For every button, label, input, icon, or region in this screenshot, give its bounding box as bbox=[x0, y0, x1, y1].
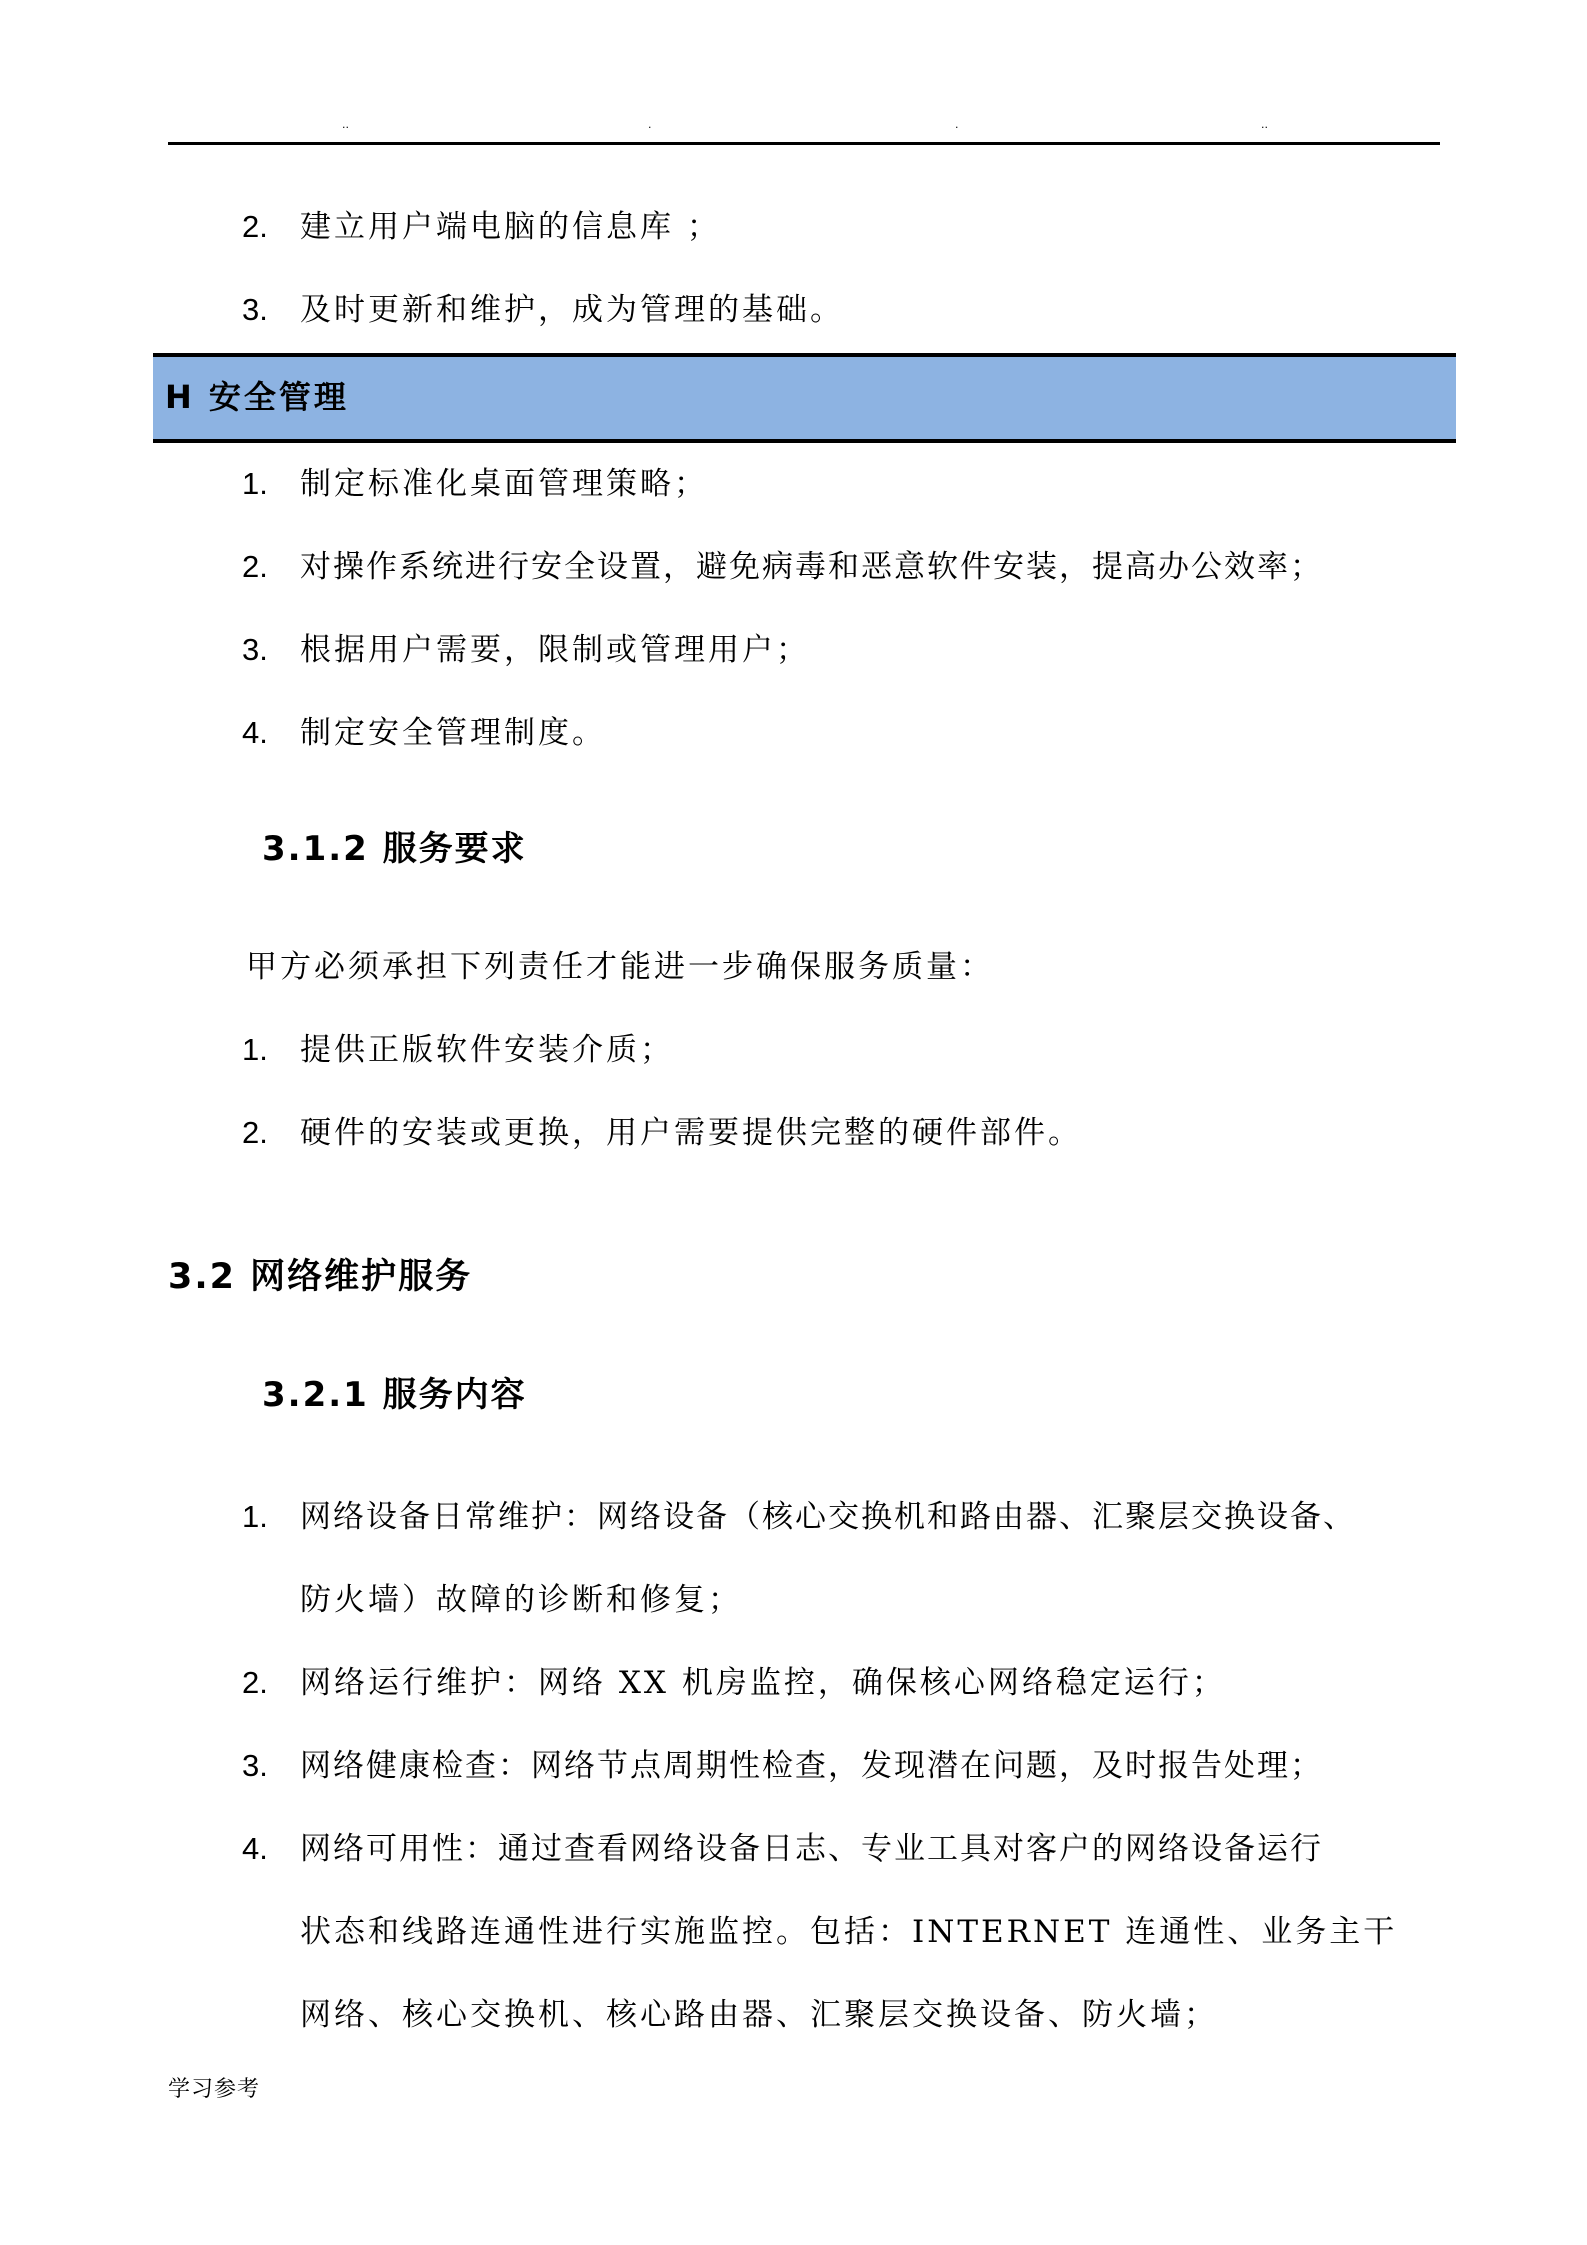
list-text: 网络设备日常维护：网络设备（核心交换机和路由器、汇聚层交换设备、 bbox=[300, 1499, 1356, 1535]
section-band bbox=[153, 353, 1456, 443]
list-item bbox=[242, 630, 810, 670]
list-item-continuation: 网络、核心交换机、核心路由器、汇聚层交换设备、防火墙； bbox=[300, 1997, 1218, 2033]
page-header bbox=[168, 118, 1440, 146]
list-text: 硬件的安装或更换，用户需要提供完整的硬件部件。 bbox=[300, 1115, 1082, 1151]
list-item-continuation: 防火墙）故障的诊断和修复； bbox=[300, 1582, 742, 1618]
list-number: 4. bbox=[242, 715, 268, 750]
band-title: H 安全管理 bbox=[165, 378, 349, 416]
list-text: 网络健康检查：网络节点周期性检查，发现潜在问题，及时报告处理； bbox=[300, 1748, 1323, 1784]
list-number: 2. bbox=[242, 1115, 268, 1150]
list-number: 3. bbox=[242, 1748, 268, 1783]
list-item bbox=[242, 1030, 674, 1070]
page-footer: 学习参考 bbox=[168, 2077, 261, 2102]
heading-3-2: 3.2 网络维护服务 bbox=[168, 1257, 473, 1297]
list-text: 制定标准化桌面管理策略； bbox=[300, 466, 708, 502]
heading-3-1-2: 3.1.2 服务要求 bbox=[262, 829, 527, 869]
list-number: 1. bbox=[242, 1499, 268, 1534]
list-number: 2. bbox=[242, 549, 268, 584]
list-number: 2. bbox=[242, 1665, 268, 1700]
list-text: 提供正版软件安装介质； bbox=[300, 1032, 674, 1068]
list-item bbox=[242, 547, 1323, 587]
header-mark: . bbox=[955, 118, 959, 131]
list-number: 1. bbox=[242, 466, 268, 501]
list-item bbox=[242, 1746, 1323, 1786]
list-item bbox=[242, 464, 708, 504]
list-text: 网络运行维护：网络 XX 机房监控，确保核心网络稳定运行； bbox=[300, 1665, 1226, 1701]
list-item bbox=[242, 713, 606, 753]
list-number: 1. bbox=[242, 1032, 268, 1067]
header-mark: . bbox=[648, 118, 652, 131]
list-item bbox=[242, 1497, 1356, 1537]
list-item bbox=[242, 1663, 1226, 1703]
list-item bbox=[242, 207, 721, 247]
list-number: 2. bbox=[242, 209, 268, 244]
intro-paragraph: 甲方必须承担下列责任才能进一步确保服务质量： bbox=[246, 949, 994, 985]
list-item-continuation: 状态和线路连通性进行实施监控。包括：INTERNET 连通性、业务主干 bbox=[300, 1914, 1398, 1950]
list-number: 4. bbox=[242, 1831, 268, 1866]
heading-3-2-1: 3.2.1 服务内容 bbox=[262, 1375, 527, 1415]
list-item bbox=[242, 290, 844, 330]
list-text: 制定安全管理制度。 bbox=[300, 715, 606, 751]
list-number: 3. bbox=[242, 632, 268, 667]
header-mark: .. bbox=[1261, 118, 1268, 131]
list-item bbox=[242, 1113, 1082, 1153]
header-rule bbox=[168, 142, 1440, 145]
list-text: 根据用户需要，限制或管理用户； bbox=[300, 632, 810, 668]
list-text: 建立用户端电脑的信息库 ； bbox=[300, 209, 721, 245]
list-text: 网络可用性：通过查看网络设备日志、专业工具对客户的网络设备运行 bbox=[300, 1831, 1323, 1867]
header-mark: .. bbox=[342, 118, 349, 131]
list-text: 对操作系统进行安全设置，避免病毒和恶意软件安装，提高办公效率； bbox=[300, 549, 1323, 585]
list-number: 3. bbox=[242, 292, 268, 327]
list-text: 及时更新和维护，成为管理的基础。 bbox=[300, 292, 844, 328]
list-item bbox=[242, 1829, 1323, 1869]
